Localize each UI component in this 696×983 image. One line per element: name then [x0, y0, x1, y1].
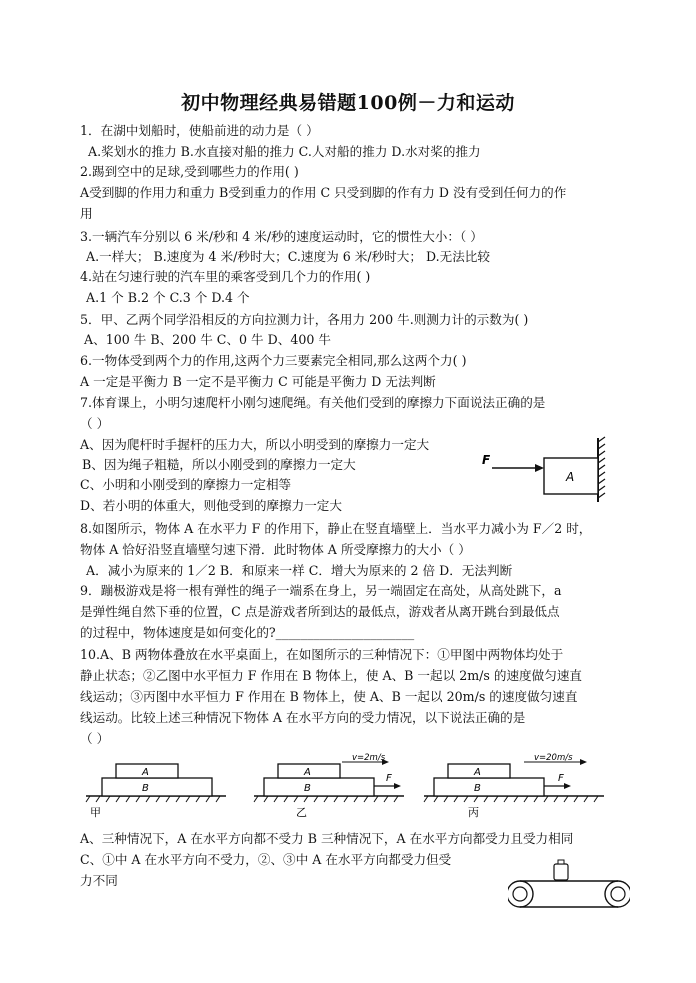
right-roller-inner	[611, 887, 625, 901]
q10-option-c-line2: 力不同	[80, 873, 118, 888]
left-roller	[508, 881, 533, 907]
block-a-label-bing: A	[474, 767, 481, 778]
q9-line2: 是弹性绳自然下垂的位置，C 点是游戏者所到达的最低点，游戏者从离开跳台到最低点	[80, 604, 560, 619]
speed-label-bing: v=20m/s	[534, 753, 573, 763]
box-top	[558, 860, 564, 864]
q10-line1: 10.A、B 两物体叠放在水平桌面上，在如图所示的三种情况下：①甲图中两物体均处于	[80, 647, 564, 662]
force-arrowhead-bing	[564, 783, 571, 789]
ground-hatch-bing	[424, 796, 598, 802]
block-a-label-jia: A	[142, 767, 149, 778]
q2-stem: 2.踢到空中的足球,受到哪些力的作用( )	[80, 164, 299, 179]
block-a-label-yi: A	[304, 767, 311, 778]
q9-line3: 的过程中，物体速度是如何变化的?______________________	[80, 625, 415, 640]
force-label: F	[482, 453, 491, 467]
q1-stem: 1．在湖中划船时，使船前进的动力是（ ）	[80, 123, 319, 138]
wall-hatching	[598, 437, 605, 498]
q10-line4: 线运动。比较上述三种情况下物体 A 在水平方向的受力情况，以下说法正确的是	[80, 710, 526, 725]
q8-stem-line2: 物体 A 恰好沿竖直墙壁匀速下滑．此时物体 A 所受摩擦力的大小（ ）	[80, 542, 471, 557]
velocity-arrowhead-bing	[580, 759, 587, 765]
block-a-label: A	[566, 470, 575, 484]
force-arrow-head	[535, 464, 544, 472]
q6-stem: 6.一物体受到两个力的作用,这两个力三要素完全相同,那么这两个力( )	[80, 353, 467, 368]
block-b-label-yi: B	[304, 783, 311, 794]
q10-line5: （ ）	[80, 731, 110, 746]
q6-options: A 一定是平衡力 B 一定不是平衡力 C 可能是平衡力 D 无法判断	[80, 374, 436, 389]
q7-option-a: A、因为爬杆时手握杆的压力大，所以小明受到的摩擦力一定大	[80, 437, 430, 452]
q7-stem-line2: （ ）	[80, 416, 110, 431]
q10-line2: 静止状态；②乙图中水平恒力 F 作用在 B 物体上，使 A、B 一起以 2m/s 的速度做匀速直	[80, 668, 583, 683]
force-label-bing: F	[558, 773, 564, 784]
conveyor-belt-figure	[508, 856, 630, 916]
q9-line1: 9．蹦极游戏是将一根有弹性的绳子一端系在身上，另一端固定在高处，从高处跳下，a	[80, 583, 562, 598]
page-title: 初中物理经典易错题100例－力和运动	[181, 92, 515, 114]
q2-options-line2: 用	[80, 206, 93, 221]
q4-stem: 4.站在匀速行驶的汽车里的乘客受到几个力的作用( )	[80, 269, 371, 284]
figure-yi	[254, 753, 404, 819]
q10-option-c-line1: C、①中 A 在水平方向不受力，②、③中 A 在水平方向都受力但受	[80, 852, 452, 867]
q3-stem: 3.一辆汽车分别以 6 米/秒和 4 米/秒的速度运动时，它的惯性大小：（ ）	[80, 229, 483, 244]
figure-jia	[86, 764, 226, 819]
force-arrowhead-yi	[394, 783, 401, 789]
q7-stem-line1: 7.体育课上，小明匀速爬杆小刚匀速爬绳。有关他们受到的摩擦力下面说法正确的是	[80, 395, 546, 410]
box-on-belt	[554, 864, 568, 880]
stacked-blocks-figures	[84, 752, 624, 822]
caption-jia: 甲	[90, 806, 101, 819]
right-roller	[605, 881, 630, 907]
q8-options: A．减小为原来的 1／2 B．和原来一样 C．增大为原来的 2 倍 D．无法判断	[86, 563, 513, 578]
q8-stem-line1: 8.如图所示，物体 A 在水平力 F 的作用下，静止在竖直墙壁上．当水平力减小为 F／2 时，	[80, 521, 592, 536]
q1-options: A.桨划水的推力 B.水直接对船的推力 C.人对船的推力 D.水对桨的推力	[88, 144, 481, 159]
q7-option-c: C、小明和小刚受到的摩擦力一定相等	[80, 477, 292, 492]
ground-hatch-jia	[86, 796, 220, 802]
block-b-label-jia: B	[142, 783, 149, 794]
caption-yi: 乙	[296, 806, 307, 819]
wall-block-figure	[478, 436, 608, 506]
ground-hatch-yi	[254, 796, 398, 802]
q3-options: A.一样大； B.速度为 4 米/秒时大；C.速度为 6 米/秒时大； D.无法比较	[86, 249, 490, 264]
q7-option-d: D、若小明的体重大，则他受到的摩擦力一定大	[80, 498, 342, 513]
caption-bing: 丙	[468, 806, 479, 819]
speed-label-yi: v=2m/s	[352, 753, 386, 763]
block-b-yi	[264, 778, 374, 796]
block-b-label-bing: B	[474, 783, 481, 794]
q5-options: A、100 牛 B、200 牛 C、0 牛 D、400 牛	[84, 332, 331, 347]
q7-option-b: B、因为绳子粗糙，所以小刚受到的摩擦力一定大	[82, 457, 356, 472]
q10-option-ab: A、三种情况下，A 在水平方向都不受力 B 三种情况下，A 在水平方向都受力且受力相同	[80, 831, 574, 846]
force-label-yi: F	[386, 773, 392, 784]
q4-options: A.1 个 B.2 个 C.3 个 D.4 个	[86, 290, 250, 305]
q5-stem: 5．甲、乙两个同学沿相反的方向拉测力计，各用力 200 牛.则测力计的示数为( )	[80, 312, 529, 327]
block-b-jia	[102, 778, 212, 796]
left-roller-inner	[513, 887, 527, 901]
q2-options-line1: A受到脚的作用力和重力 B受到重力的作用 C 只受到脚的作有力 D 没有受到任何力的作	[80, 185, 567, 200]
q10-line3: 线运动；③丙图中水平恒力 F 作用在 B 物体上，使 A、B 一起以 20m/s 的速度做匀速直	[80, 689, 578, 704]
block-b-bing	[434, 778, 544, 796]
figure-bing	[424, 753, 604, 819]
